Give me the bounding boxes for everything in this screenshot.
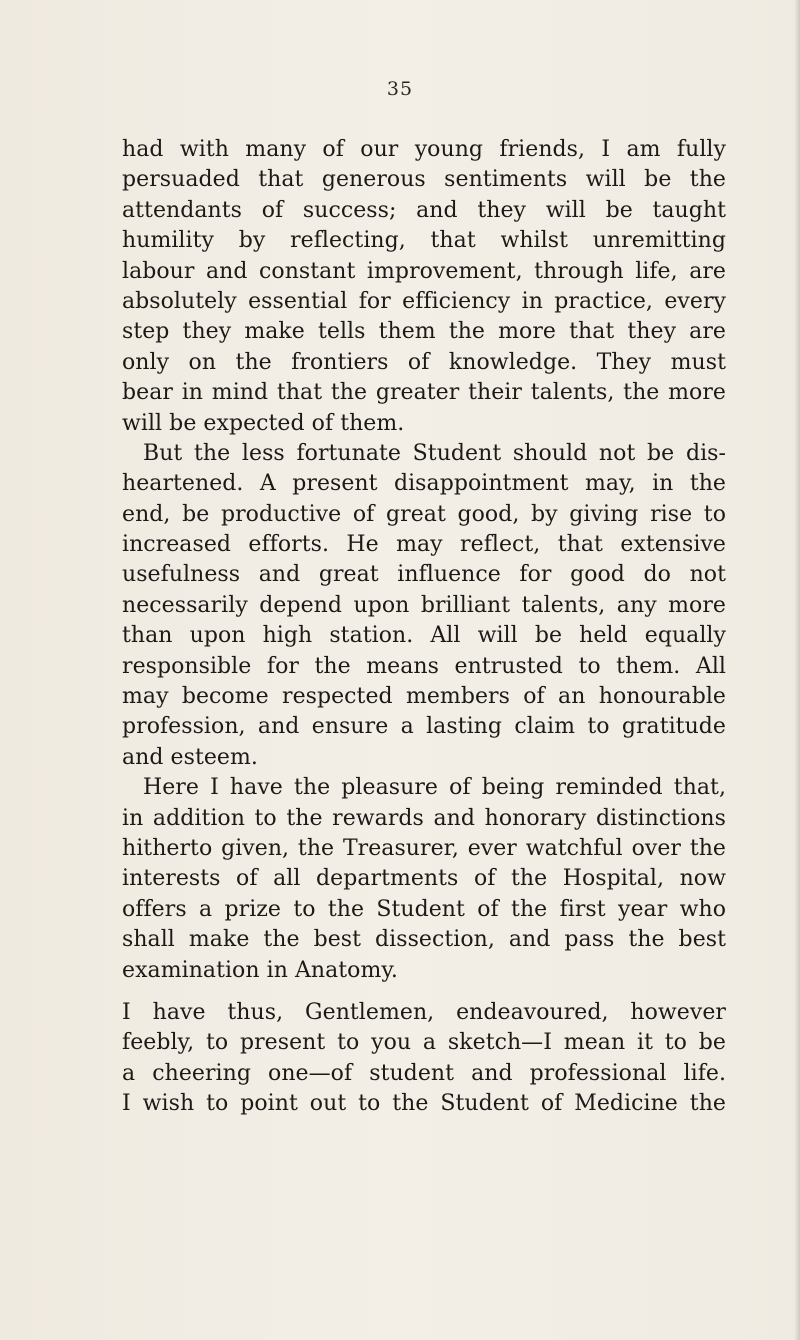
text-line: Here I have the pleasure of being reminded that, [143,775,726,801]
text-line: necessarily depend upon brilliant talents, any more [122,592,726,618]
text-line: persuaded that generous sentiments will be the [122,167,726,193]
text-line: examination in Anatomy. [122,957,398,983]
paragraph-4 [122,998,726,1120]
text-line: step they make tells them the more that they are [122,319,726,345]
paragraph-1 [122,135,726,439]
text-line: attendants of success; and they will be taught [122,197,726,223]
text-line: had with many of our young friends, I am fully [122,137,726,162]
text-line: may become respected members of an honourable [122,684,726,710]
text-line: humility by reflecting, that whilst unremitting [122,228,726,254]
text-line: shall make the best dissection, and pass the best [122,927,726,953]
text-line: hitherto given, the Treasurer, ever watchful over the [122,835,726,861]
section-gap [122,986,726,998]
text-line: and esteem. [122,744,258,770]
paragraph-2 [122,439,726,773]
text-line: interests of all departments of the Hospital, now [122,866,726,892]
text-line: heartened. A present disappointment may, in the [122,471,726,497]
text-line: labour and constant improvement, through life, are [122,258,726,284]
text-line: than upon high station. All will be held equally [122,623,726,649]
text-line: usefulness and great influence for good do not [122,562,726,588]
text-line: I wish to point out to the Student of Medicine the [122,1091,726,1117]
text-line: in addition to the rewards and honorary distinctions [122,805,726,831]
text-line: offers a prize to the Student of the first year who [122,896,726,922]
text-line: increased efforts. He may reflect, that extensive [122,532,726,558]
text-line: profession, and ensure a lasting claim to gratitude [122,714,726,740]
text-line: end, be productive of great good, by giving rise to [122,501,726,527]
text-line: only on the frontiers of knowledge. They must [122,349,726,375]
text-line: absolutely essential for efficiency in practice, every [122,288,726,314]
page-edge-shadow [794,0,800,1340]
text-line: a cheering one—of student and professional life. [122,1060,726,1086]
text-line: feebly, to present to you a sketch—I mean it to be [122,1030,726,1056]
paragraph-3 [122,773,726,986]
text-line: I have thus, Gentlemen, endeavoured, however [122,999,726,1025]
text-line: bear in mind that the greater their talents, the more [122,380,726,406]
text-line: responsible for the means entrusted to them. All [122,653,726,679]
text-line: But the less fortunate Student should not be dis- [143,440,726,466]
body-text [122,135,726,1120]
page-number: 35 [386,78,414,100]
text-line: will be expected of them. [122,410,405,436]
